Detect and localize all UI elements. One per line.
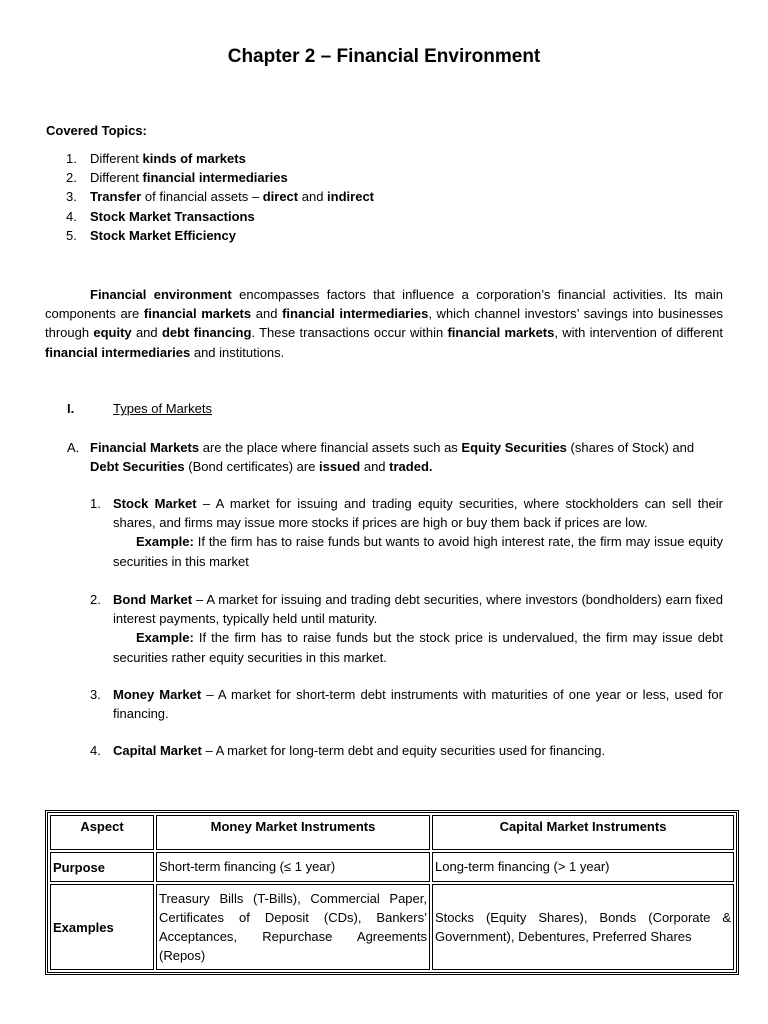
table-header-money-market: Money Market Instruments: [156, 815, 430, 850]
bold-text-run: Stock Market Transactions: [90, 208, 255, 224]
market-item-number: 3.: [90, 687, 101, 702]
table-cell: Treasury Bills (T-Bills), Commercial Paper, Certificates of Deposit (CDs), Bankers’ Acceptances, Repurchase Agreements (Repos): [156, 884, 430, 970]
list-item: [66, 207, 374, 226]
text-run: . These transactions occur within: [251, 325, 448, 341]
bold-text-run: financial markets: [447, 325, 555, 341]
market-comparison-table: [45, 810, 739, 975]
table-row-label: Examples: [50, 884, 154, 970]
list-item-number: 5.: [66, 227, 77, 243]
item-letter: A.: [67, 440, 80, 455]
market-item-text: [113, 741, 723, 760]
table-cell: Short-term financing (≤ 1 year): [156, 852, 430, 882]
text-run: Different: [90, 170, 143, 186]
intro-paragraph: [45, 285, 723, 362]
bold-text-run: Bond Market: [113, 592, 193, 607]
bold-text-run: financial markets: [143, 306, 252, 322]
market-item-text: [113, 685, 723, 723]
text-run: and: [251, 306, 283, 322]
market-example: [113, 532, 723, 570]
market-item-text: [113, 494, 723, 532]
table-header-row: [50, 815, 734, 850]
text-run: , which channel investors’ savings into businesses through: [45, 306, 723, 341]
table-header-capital-market: Capital Market Instruments: [432, 815, 734, 850]
list-item: [66, 187, 374, 206]
bold-text-run: Equity Securities: [461, 440, 567, 455]
text-run: – A market for short-term debt instruments with maturities of one year or less, used for financing.: [113, 687, 723, 722]
bold-text-run: issued: [319, 459, 361, 475]
table-cell: Stocks (Equity Shares), Bonds (Corporate & Government), Debentures, Preferred Shares: [432, 884, 734, 970]
text-run: – A market for long-term debt and equity securities used for financing.: [201, 743, 606, 758]
text-run: , with intervention of different: [554, 325, 723, 341]
list-item-number: 1.: [66, 151, 77, 166]
market-item-capital: [90, 741, 723, 760]
bold-text-run: traded.: [389, 459, 433, 475]
financial-markets-text: [90, 438, 723, 476]
bold-text-run: Debt Securities: [90, 459, 185, 475]
bold-text-run: financial intermediaries: [45, 344, 191, 360]
bold-text-run: indirect: [327, 189, 375, 205]
market-item-number: 1.: [90, 496, 101, 511]
text-run: – A market for issuing and trading debt securities, where investors (bondholders) earn fixed interest payments, typically held until maturity.: [113, 592, 723, 627]
example-text: If the firm has to raise funds but the stock price is undervalued, the firm may issue debt securities rather equity securities in this market.: [113, 630, 723, 665]
bold-text-run: direct: [262, 189, 299, 205]
text-run: and institutions.: [190, 344, 285, 360]
covered-topics-list: [66, 149, 374, 245]
list-item-number: 4.: [66, 208, 77, 224]
table-row-label: Purpose: [50, 852, 154, 882]
market-item-bond: [90, 590, 723, 667]
example-label: Example:: [136, 534, 194, 550]
text-run: encompasses factors that influence a corporation’s financial activities. Its main components are: [45, 287, 723, 322]
text-run: (shares of Stock) and: [566, 440, 695, 455]
bold-text-run: Money Market: [113, 687, 202, 702]
text-run: are the place where financial assets such as: [199, 440, 462, 455]
example-label: Example:: [136, 630, 194, 646]
bold-text-run: Transfer: [90, 189, 142, 205]
section-numeral: I.: [67, 401, 75, 416]
bold-text-run: Financial environment: [90, 287, 232, 302]
text-run: and: [360, 459, 390, 475]
bold-text-run: kinds of markets: [142, 151, 246, 166]
market-item-number: 4.: [90, 743, 101, 758]
market-item-text: [113, 590, 723, 628]
section-heading: [67, 401, 212, 416]
text-run: (Bond certificates) are: [184, 459, 320, 475]
list-item-number: 3.: [66, 189, 77, 205]
text-run: Different: [90, 151, 143, 166]
list-item: [66, 149, 374, 168]
list-item: [66, 168, 374, 187]
bold-text-run: financial intermediaries: [142, 170, 288, 186]
table-header-aspect: Aspect: [50, 815, 154, 850]
bold-text-run: equity: [93, 325, 132, 341]
bold-text-run: debt financing: [161, 325, 252, 341]
table-row: [50, 884, 734, 970]
market-item-money: [90, 685, 723, 723]
page-title: Chapter 2 – Financial Environment: [227, 46, 541, 67]
bold-text-run: Stock Market Efficiency: [90, 227, 236, 243]
list-item: [66, 226, 374, 245]
table-row: [50, 852, 734, 882]
covered-topics-heading: Covered Topics:: [46, 123, 147, 138]
table-cell: Long-term financing (> 1 year): [432, 852, 734, 882]
example-text: If the firm has to raise funds but wants to avoid high interest rate, the firm may issue equity securities in this market: [113, 534, 723, 569]
text-run: of financial assets –: [141, 189, 263, 205]
section-title: Types of Markets: [113, 401, 212, 416]
financial-markets-item: [67, 438, 723, 476]
text-run: and: [298, 189, 328, 205]
text-run: and: [131, 325, 162, 341]
bold-text-run: Financial Markets: [90, 440, 200, 455]
list-item-number: 2.: [66, 170, 77, 186]
bold-text-run: Stock Market: [113, 496, 197, 511]
market-example: [113, 628, 723, 666]
text-run: – A market for issuing and trading equity securities, where stockholders can sell their shares, and firms may issue more stocks if prices are high or buy them back if prices are low.: [113, 496, 723, 531]
bold-text-run: financial intermediaries: [282, 306, 429, 322]
market-item-stock: [90, 494, 723, 571]
market-item-number: 2.: [90, 592, 101, 607]
bold-text-run: Capital Market: [113, 743, 202, 758]
